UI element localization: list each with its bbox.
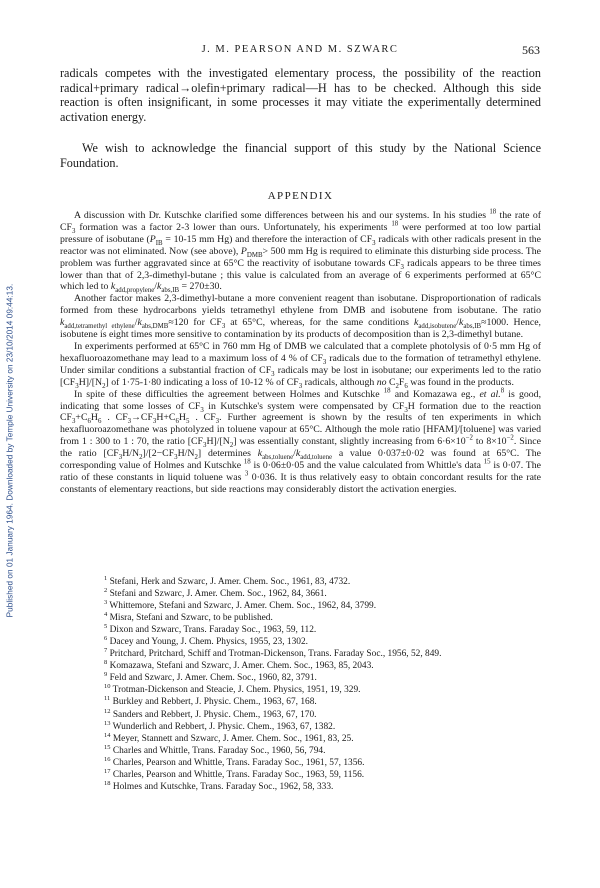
reference-text: Trotman-Dickenson and Steacie, J. Chem. Physics, 1951, 19, 329. <box>110 685 361 696</box>
appendix-body <box>60 210 541 496</box>
reference-text: Misra, Stefani and Szwarc, to be published. <box>107 613 273 624</box>
reference-text: Dixon and Szwarc, Trans. Faraday Soc., 1963, 59, 112. <box>107 625 317 636</box>
reference-number: 10 <box>104 683 111 691</box>
reference-text: Stefani and Szwarc, J. Amer. Chem. Soc., 1962, 84, 3661. <box>107 589 327 600</box>
reference-text: Komazawa, Stefani and Szwarc, J. Amer. Chem. Soc., 1963, 85, 2043. <box>107 661 374 672</box>
reference-item <box>104 733 544 745</box>
reference-text: Charles, Pearson and Whittle, Trans. Faraday Soc., 1963, 59, 1156. <box>110 769 365 780</box>
reference-item <box>104 709 544 721</box>
reference-number: 9 <box>104 671 108 679</box>
reference-text: Holmes and Kutschke, Trans. Faraday Soc., 1962, 58, 333. <box>110 781 334 792</box>
reference-item <box>104 745 544 757</box>
reference-list <box>104 576 544 793</box>
reference-item <box>104 636 544 648</box>
acknowledgement-block <box>60 141 541 170</box>
reference-item <box>104 721 544 733</box>
reference-number: 15 <box>104 743 111 751</box>
appendix-paragraph-1: A discussion with Dr. Kutschke clarified some differences between his and our systems. In his studies $^{18}$ the rate of $CF_3$ formation was a factor 2-3 lower than ours. Unfortunately, his experiments $^{18}$ were performed at too low partial pressure of isobutane ($P_{IB} = 10-15$ mm Hg) and therefore the interaction of $CF_3$ radicals with other radicals present in the reactor was not eliminated. Now (see above), $P_{DMB}> 500$ mm Hg is required to eliminate this disturbing side process. The problem was further aggravated since at 65°C the reactivity of isobutane towards $CF_3$ radicals appears to be three times lower than that of 2,3-dimethyl-butane ; this value is calculated from an average of 6 experiments performed at 65°C which led to $k_{add,propylene}/k_{abs,IB} = 270\pm 30$. <box>60 208 542 295</box>
reference-item <box>104 588 544 600</box>
running-title: J. M. PEARSON AND M. SZWARC <box>201 44 399 55</box>
reference-number: 8 <box>104 659 108 667</box>
reference-text: Stefani, Herk and Szwarc, J. Amer. Chem. Soc., 1961, 83, 4732. <box>107 577 351 587</box>
reference-number: 12 <box>104 707 111 715</box>
reference-text: Meyer, Stannett and Szwarc, J. Amer. Chem. Soc., 1961, 83, 25. <box>110 733 354 744</box>
reference-text: Burkley and Rebbert, J. Physic. Chem., 1963, 67, 168. <box>110 697 317 708</box>
reference-item <box>104 660 544 672</box>
download-watermark <box>3 150 17 750</box>
reference-item <box>104 684 544 696</box>
reference-number: 4 <box>104 611 108 619</box>
reference-number: 6 <box>104 635 108 643</box>
reference-number: 16 <box>104 755 111 763</box>
appendix-heading: APPENDIX <box>267 190 334 202</box>
appendix-paragraph-3: In experiments performed at 65°C in 760 mm Hg of DMB we calculated that a complete photolysis of 0·5 mm Hg of hexafluoroazomethane may lead to a maximum loss of 4 % of $CF_3$ radicals due to the formation of tetramethyl ethylene. Under similar conditions a substantial fraction of $CF_3$ radicals may be lost in isobutane; our experiments led to the ratio $[CF_3H]/[N_2]$ of 1·75-1·80 indicating a loss of 10-12 % of $CF_3$ radicals, although no $C_2F_6$ was found in the products. <box>60 340 541 390</box>
reference-number: 2 <box>104 586 108 594</box>
reference-number: 1 <box>104 574 108 582</box>
reference-number: 11 <box>104 695 111 703</box>
reference-item <box>104 696 544 708</box>
reference-number: 14 <box>104 731 111 739</box>
running-head <box>60 44 540 60</box>
continuation-paragraph-block <box>60 66 541 124</box>
download-watermark-text: Published on 01 January 1964. Downloaded by Temple University on 23/10/2014 09:44:13. <box>5 283 15 617</box>
reference-item <box>104 624 544 636</box>
reference-number: 18 <box>104 779 111 787</box>
appendix-paragraph-4: In spite of these difficulties the agreement between Holmes and Kutschke $^{18}$ and Komazawa eg., et al.$^8$ is good, indicating that some losses of $CF_3$ in Kutschke's system were compensated by $CF_3H$ formation due to the reaction $CF_3+C_6H_6$ . $CF_3\to CF_3H+C_6H_5$ . $CF_3$. Further agreement is shown by the results of ten experiments in which hexafluoroazomethane was photolyzed in toluene vapour at 65°C. Although the mole ratio [HFAM]/[toluene] was varied from 1 : 300 to 1 : 70, the ratio $[CF_3H]/[N_2]$ was essentially constant, slightly increasing from $6\cdot 6\times 10^{-2}$ to $8\times 10^{-2}$. Since the ratio $[CF_3H/N_2]/[2-CF_3H/N_2]$ determines $k_{abs,toluene}/k_{add,toluene}$ a value 0·037±0·02 was found at 65°C. The corresponding value of Holmes and Kutschke $^{18}$ is 0·06±0·05 and the value calculated from Whittle's data $^{15}$ is 0·07. The ratio of these constants in liquid toluene was $^3$ 0·036. It is thus relatively easy to obtain concordant results for the rate constants of elementary reactions, but side reactions may considerably distort the activation energies. <box>60 387 542 495</box>
reference-text: Sanders and Rebbert, J. Physic. Chem., 1963, 67, 170. <box>110 709 317 720</box>
reference-item <box>104 769 544 781</box>
reference-item <box>104 672 544 684</box>
reference-item <box>104 757 544 769</box>
continuation-paragraph: radicals competes with the investigated elementary process, the possibility of the reaction radical+primary radical→olefin+primary radical—H has to be checked. Although this side reaction is often insignificant, in some processes it may vitiate the experimentally determined activation energy. <box>60 66 541 124</box>
reference-text: Feld and Szwarc, J. Amer. Chem. Soc., 1960, 82, 3791. <box>107 673 317 684</box>
reference-item <box>104 781 544 793</box>
reference-text: Dacey and Young, J. Chem. Physics, 1955, 23, 1302. <box>107 637 309 648</box>
reference-number: 17 <box>104 767 111 775</box>
reference-item <box>104 648 544 660</box>
reference-text: Whittemore, Stefani and Szwarc, J. Amer. Chem. Soc., 1962, 84, 3799. <box>107 601 377 612</box>
reference-number: 5 <box>104 623 108 631</box>
reference-item <box>104 600 544 612</box>
reference-number: 13 <box>104 719 111 727</box>
reference-number: 3 <box>104 598 108 606</box>
reference-item <box>104 612 544 624</box>
reference-text: Charles, Pearson and Whittle, Trans. Faraday Soc., 1961, 57, 1356. <box>110 757 365 768</box>
reference-text: Pritchard, Pritchard, Schiff and Trotman-Dickenson, Trans. Faraday Soc., 1956, 52, 849. <box>107 649 442 660</box>
appendix-paragraph-2: Another factor makes 2,3-dimethyl-butane a more convenient reagent than isobutane. Disproportionation of radicals formed from these hydrocarbons yields tetramethyl ethylene from DMB and isobutene from isobutane. The ratio $k_{add,tetramethyl ethylene}/k_{abs,DMB}\approx 120$ for $CF_3$ at 65°C, whereas, for the same conditions $k_{add,isobutene}/k_{abs,IB}\approx 1000$. Hence, isobutene is eight times more sensitive to contamination by its products of decomposition than is 2,3-dimethyl butane. <box>60 293 541 341</box>
reference-text: Charles and Whittle, Trans. Faraday Soc., 1960, 56, 794. <box>110 745 326 756</box>
reference-number: 7 <box>104 647 108 655</box>
acknowledgement-paragraph: We wish to acknowledge the financial support of this study by the National Science Foundation. <box>60 141 541 170</box>
reference-item <box>104 576 544 588</box>
page-number: 563 <box>522 43 540 57</box>
reference-text: Wunderlich and Rebbert, J. Physic. Chem., 1963, 67, 1382. <box>110 721 336 732</box>
